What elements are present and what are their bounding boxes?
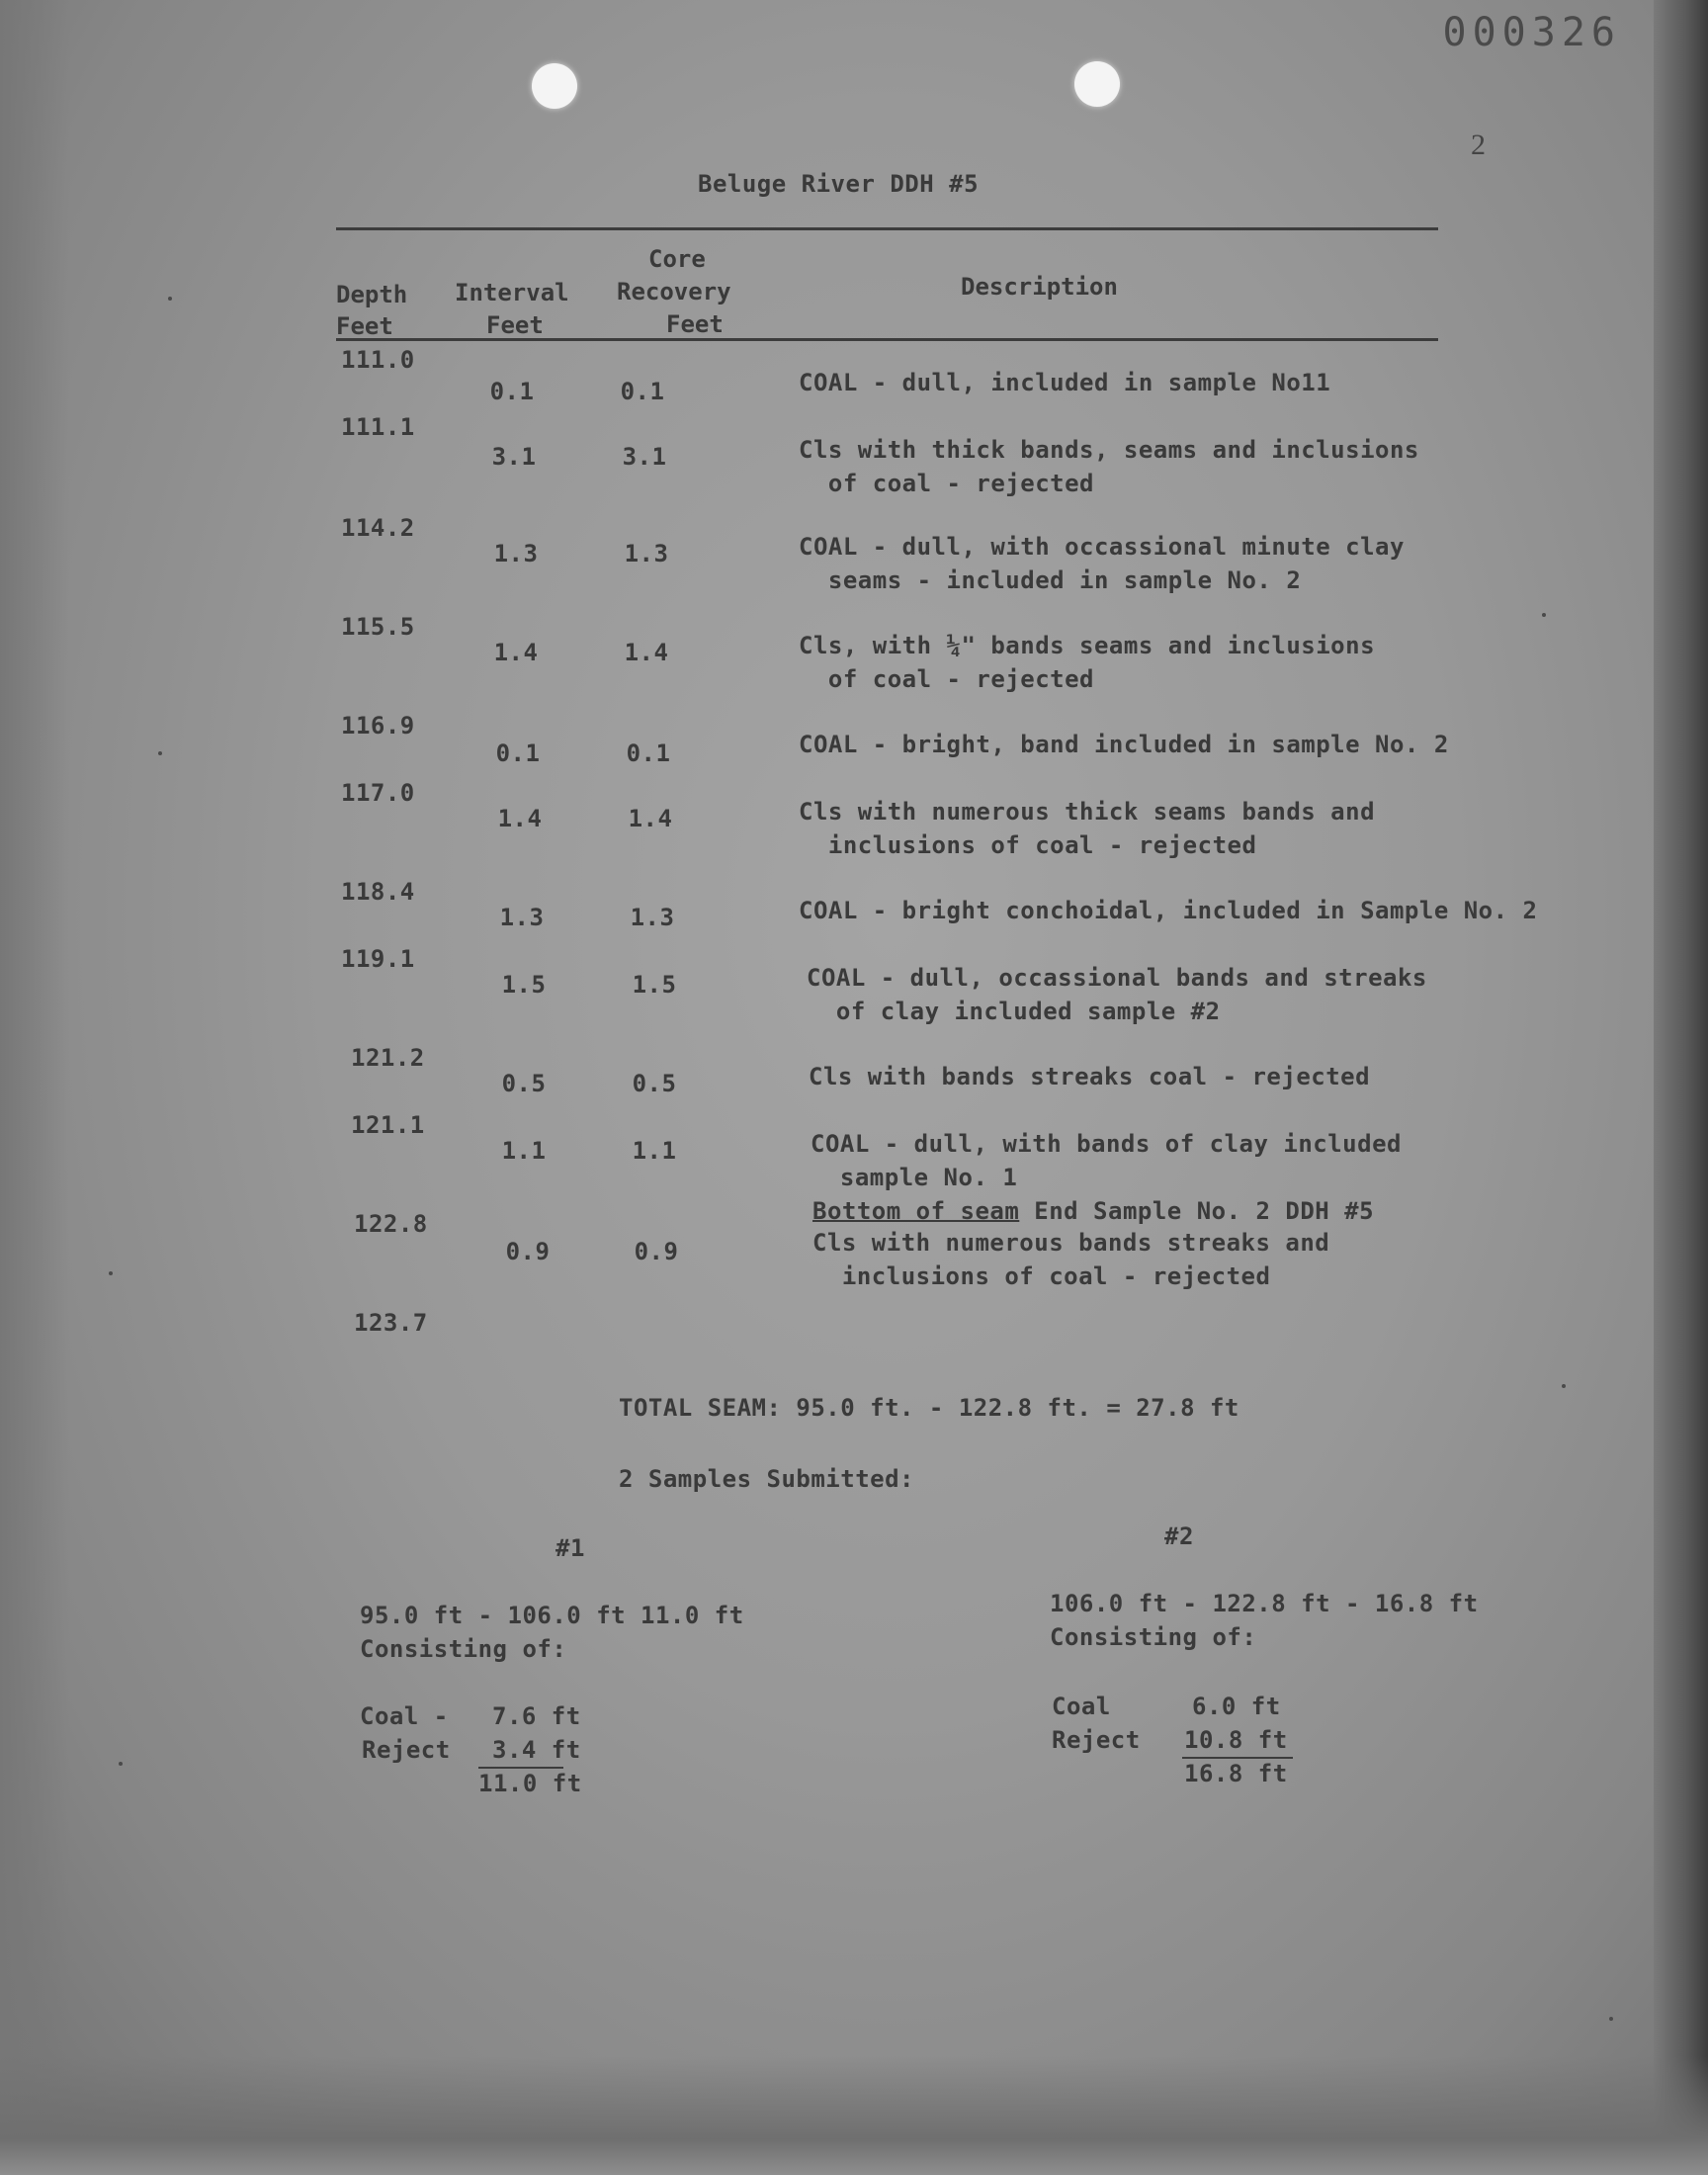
interval-value: 1.5	[501, 971, 547, 999]
sample-1-coal-value: 7.6 ft	[492, 1702, 581, 1730]
page-shadow-left	[0, 0, 69, 2175]
recovery-value: 3.1	[622, 443, 667, 471]
sample-2-total: 16.8 ft	[1184, 1760, 1288, 1787]
sample-1-consisting: Consisting of:	[360, 1635, 567, 1663]
description-line: of coal - rejected	[799, 665, 1094, 693]
recovery-value: 1.3	[624, 540, 669, 567]
depth-value: 116.9	[341, 712, 415, 740]
description-line: COAL - dull, with bands of clay included	[811, 1130, 1402, 1158]
scan-speck	[1562, 1384, 1566, 1388]
sample-1-sum-line	[478, 1767, 563, 1769]
total-seam: TOTAL SEAM: 95.0 ft. - 122.8 ft. = 27.8 ft	[619, 1394, 1239, 1422]
description-line: Cls with thick bands, seams and inclusions	[799, 436, 1419, 464]
recovery-value: 1.5	[632, 971, 677, 999]
interval-value: 1.4	[493, 639, 539, 666]
scan-speck	[119, 1762, 123, 1766]
depth-value: 115.5	[341, 613, 415, 641]
sample-2-reject-label: Reject	[1052, 1726, 1141, 1754]
interval-value: 1.4	[497, 805, 543, 832]
depth-value: 117.0	[341, 779, 415, 807]
interval-value: 0.9	[505, 1238, 551, 1265]
scan-speck	[1609, 2017, 1613, 2021]
interval-value: 3.1	[491, 443, 537, 471]
depth-value: 123.7	[354, 1309, 428, 1337]
depth-value: 118.4	[341, 878, 415, 906]
sample-1-reject-label: Reject	[362, 1736, 451, 1764]
bottom-of-seam-note	[812, 1194, 1374, 1228]
sample-1-total: 11.0 ft	[478, 1770, 582, 1797]
description-line: Cls with bands streaks coal - rejected	[809, 1063, 1371, 1090]
depth-value: 122.8	[354, 1210, 428, 1238]
bottom-of-seam-label: Bottom of seam	[812, 1197, 1020, 1225]
interval-value: 0.1	[489, 378, 535, 405]
interval-value: 1.3	[493, 540, 539, 567]
recovery-value: 1.1	[632, 1137, 677, 1165]
description-line: inclusions of coal - rejected	[812, 1262, 1271, 1290]
interval-value: 1.3	[499, 904, 545, 931]
sample-1-reject-value: 3.4 ft	[492, 1736, 581, 1764]
description-line: sample No. 1	[811, 1164, 1018, 1191]
description-line: COAL - bright conchoidal, included in Sample No. 2	[799, 897, 1538, 924]
sample-2-coal-value: 6.0 ft	[1192, 1693, 1281, 1720]
recovery-value: 0.5	[632, 1070, 677, 1097]
scanned-page: 000326 2 Beluge River DDH #5 Depth Feet Interval Feet Core Recovery Feet Description 111.0 111.1 114.2 115.5 116.9 117.0 118.4 119.1 121.2 121.1 122.8 123.7 0.1 0.1 COAL - dull, included in sample No11 3.1 3.1 Cls with thick bands, seams and inclusions of coal - rejected 1.3 1.3 COAL - dull, with occassional minute clay seams - included in sample No. 2 1.4 1.4 Cls, with ¼" bands seams and inclusions of coal - rejected 0.1 0.1 COAL - bright, band included in sample No. 2 1.4 1.4 Cls with numerous thick seams bands and inclusions of coal - rejected 1.3 1.3 COAL - bright conchoidal, included in Sample No. 2 1.5 1.5 COAL - dull, occassional bands and streaks of clay included sample #2 0.5 0.5 Cls with bands streaks coal - rejected 1.1 1.1 COAL - dull, with bands of clay included sample No. 1 0.9 0.9 Bottom of seam End Sample No. 2 DDH #5 Cls with numerous bands streaks and inclusions of coal - rejected TOTAL SEAM: 95.0 ft. - 122.8 ft. = 27.8 ft 2 Samples Submitted: #1 95.0 ft - 106.0 ft 11.0 ft Consisting of: Coal - 7.6 ft Reject 3.4 ft 11.0 ft #2 106.0 ft - 122.8 ft - 16.8 ft Consisting of: Coal 6.0 ft Reject 10.8 ft 16.8 ft	[0, 0, 1708, 2175]
sample-2-sum-line	[1182, 1757, 1293, 1759]
description-line: COAL - dull, occassional bands and streaks	[807, 964, 1427, 992]
sample-2-range: 106.0 ft - 122.8 ft - 16.8 ft	[1050, 1590, 1479, 1617]
depth-value: 114.2	[341, 514, 415, 542]
page-title: Beluge River DDH #5	[698, 170, 980, 198]
header-description: Description	[961, 273, 1118, 301]
recovery-value: 1.3	[630, 904, 675, 931]
sample-1-range: 95.0 ft - 106.0 ft 11.0 ft	[360, 1602, 744, 1629]
description-line: of clay included sample #2	[807, 998, 1221, 1025]
description-line: COAL - bright, band included in sample No. 2	[799, 731, 1449, 758]
description-line: Cls, with ¼" bands seams and inclusions	[799, 632, 1376, 659]
scan-speck	[109, 1271, 113, 1275]
scan-speck	[168, 297, 172, 301]
recovery-value: 0.1	[620, 378, 665, 405]
scan-speck	[1542, 613, 1546, 617]
header-top-rule	[336, 227, 1438, 230]
depth-value: 119.1	[341, 945, 415, 973]
interval-value: 0.1	[495, 740, 541, 767]
page-number: 2	[1471, 129, 1486, 161]
depth-value: 121.1	[351, 1111, 425, 1139]
description-line: Cls with numerous thick seams bands and	[799, 798, 1376, 826]
recovery-value: 0.9	[634, 1238, 679, 1265]
sample-1-coal-label: Coal -	[360, 1702, 449, 1730]
page-shadow-right	[1654, 0, 1708, 2175]
sample-2-label: #2	[1164, 1522, 1194, 1550]
document-number: 000326	[1442, 10, 1621, 55]
depth-value: 111.1	[341, 413, 415, 441]
samples-submitted: 2 Samples Submitted:	[619, 1465, 914, 1493]
interval-value: 1.1	[501, 1137, 547, 1165]
recovery-value: 0.1	[626, 740, 671, 767]
end-sample-note: End Sample No. 2 DDH #5	[1019, 1197, 1375, 1225]
punch-hole-right	[1074, 61, 1120, 107]
description-line: COAL - dull, with occassional minute clay	[799, 533, 1405, 561]
sample-1-label: #1	[555, 1534, 585, 1562]
punch-hole-left	[532, 63, 577, 109]
interval-value: 0.5	[501, 1070, 547, 1097]
depth-value: 111.0	[341, 346, 415, 374]
description-line: Cls with numerous bands streaks and	[812, 1229, 1330, 1257]
sample-2-coal-label: Coal	[1052, 1693, 1111, 1720]
scan-speck	[158, 751, 162, 755]
description-line: inclusions of coal - rejected	[799, 831, 1257, 859]
description-line: seams - included in sample No. 2	[799, 566, 1302, 594]
recovery-value: 1.4	[628, 805, 673, 832]
sample-2-reject-value: 10.8 ft	[1184, 1726, 1288, 1754]
sample-2-consisting: Consisting of:	[1050, 1623, 1257, 1651]
depth-value: 121.2	[351, 1044, 425, 1072]
page-shadow-bottom	[0, 2056, 1708, 2175]
description-line: of coal - rejected	[799, 470, 1094, 497]
recovery-value: 1.4	[624, 639, 669, 666]
description-line: COAL - dull, included in sample No11	[799, 369, 1331, 396]
